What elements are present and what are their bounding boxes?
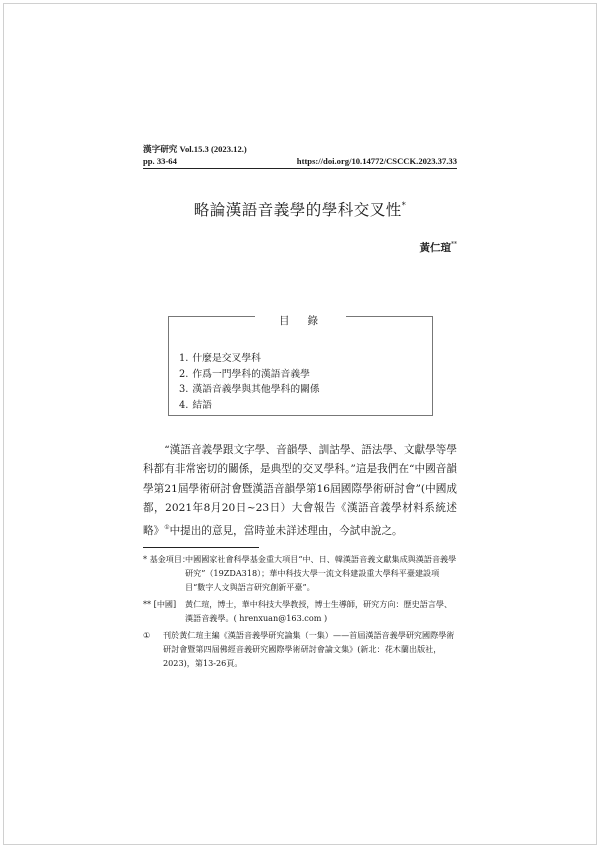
footnote-text: 黃仁瑄，博士，華中科技大學教授，博士生導師，研究方向：歷史語言學、漢語音義學。( hrenxuan@163.com ) [185,599,453,623]
footnote-1 [143,628,457,670]
table-of-contents [168,316,433,416]
footnote-mark: ① [143,630,151,640]
footnote-mark: * 基金項目： [143,554,191,564]
footnote-funding [143,552,457,594]
footnote-text: 中國國家社會科學基金重大項目“中、日、韓漢語音義文獻集成與漢語音義學研究”（19ZDA318）；華中科技大學一流文科建設重大學科平臺建設項目“數字人文與語言研究創新平臺”。 [185,554,457,592]
toc-item[interactable]: 3. 漢語音義學與其他學科的關係 [179,384,320,395]
journal-volume: 漢字研究 Vol.15.3 (2023.12.) [143,144,247,154]
paper-title: 略論漢語音義學的學科交叉性* [193,201,407,219]
journal-pages: pp. 33-64 [143,156,177,166]
toc-item[interactable]: 2. 作爲一門學科的漢語音義學 [179,368,310,380]
toc-item[interactable]: 1. 什麼是交叉學科 [179,353,261,364]
footnote-rule [143,547,259,548]
doi-link[interactable]: https://doi.org/10.14772/CSCCK.2023.37.33 [296,156,457,166]
toc-heading: 目錄 [255,315,346,327]
header-rule [143,168,457,169]
journal-header [143,143,457,167]
author-name: 黃仁瑄** [419,241,457,254]
toc-list [179,351,320,413]
author-footnote-mark[interactable]: ** [451,241,457,248]
body-paragraph: “漢語音義學跟文字學、音韻學、訓詁學、語法學、文獻學等學科都有非常密切的關係，是典型的交叉學科。”這是我們在“中國音韻學第21屆學術研討會暨漢語音韻學第16屆國際學術研討會”(中國成都，2021年8月20日~23日）大會報告《漢語音義學材料系統述略》①中提出的意見，當時並未詳述理由，今試申說之。 [143,444,457,538]
footnote-ref-1[interactable]: ① [164,524,170,532]
footnote-text: 刊於黃仁瑄主編《漢語音義學研究論集（一集）——首屆漢語音義學研究國際學術研討會暨第四屆佛經音義研究國際學術研討會論文集》(新北：花木蘭出版社，2023)，第13-26頁。 [163,630,455,668]
footnote-author [143,597,457,625]
footnote-mark: ** [中國] [143,599,177,609]
page-frame [3,3,597,845]
toc-item[interactable]: 4. 結語 [179,399,212,411]
title-footnote-mark[interactable]: * [401,201,407,210]
footnotes [143,552,457,673]
